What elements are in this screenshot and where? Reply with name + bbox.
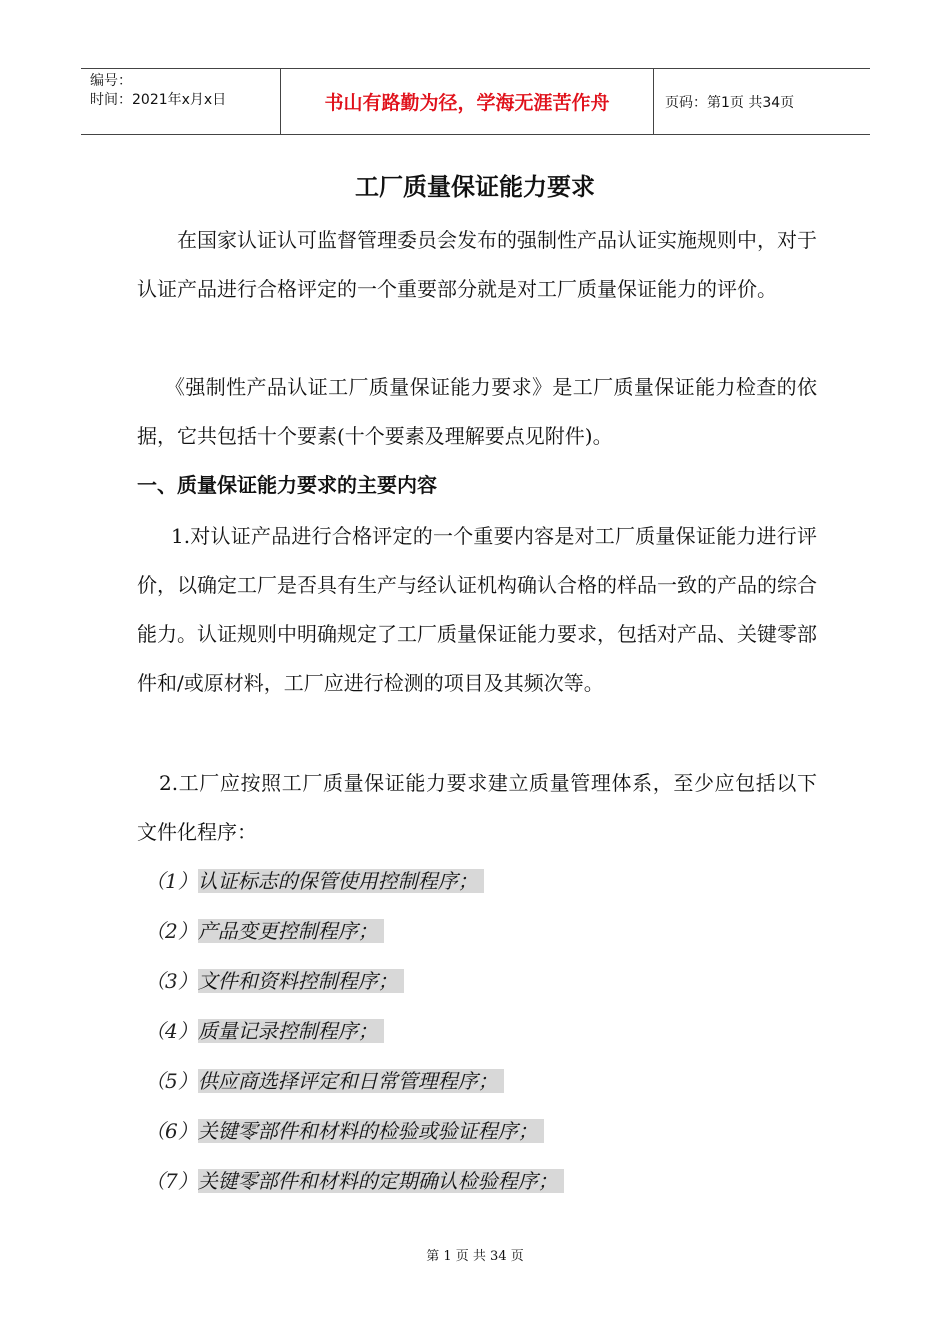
procedure-item (145, 966, 404, 996)
procedure-number: （4） (145, 1019, 198, 1043)
procedure-item (145, 1066, 504, 1096)
procedure-text: 产品变更控制程序； (198, 919, 384, 943)
procedure-item (145, 866, 484, 896)
procedure-text: 认证标志的保管使用控制程序； (198, 869, 484, 893)
point-2-paragraph: 2.工厂应按照工厂质量保证能力要求建立质量管理体系，至少应包括以下文件化程序： (137, 771, 817, 844)
procedure-text: 关键零部件和材料的定期确认检验程序； (198, 1169, 564, 1193)
page-footer: 第 1 页 共 34 页 (426, 1249, 524, 1264)
header-slogan: 书山有路勤为径，学海无涯苦作舟 (281, 69, 654, 134)
procedure-number: （6） (145, 1119, 198, 1143)
procedure-item (145, 1166, 564, 1196)
header-meta (81, 69, 281, 134)
procedure-text: 供应商选择评定和日常管理程序； (198, 1069, 504, 1093)
procedure-number: （1） (145, 869, 198, 893)
header-page-info: 页码：第1页 共34页 (665, 94, 795, 111)
procedure-text: 文件和资料控制程序； (198, 969, 404, 993)
intro-paragraph: 在国家认证认可监督管理委员会发布的强制性产品认证实施规则中，对于认证产品进行合格评定的一个重要部分就是对工厂质量保证能力的评价。 (137, 228, 817, 301)
procedure-text: 关键零部件和材料的检验或验证程序； (198, 1119, 544, 1143)
number-label: 编号： (90, 73, 132, 89)
procedure-item (145, 916, 384, 946)
procedure-item (145, 1016, 384, 1046)
procedure-number: （7） (145, 1169, 198, 1193)
basis-paragraph: 《强制性产品认证工厂质量保证能力要求》是工厂质量保证能力检查的依据，它共包括十个要素(十个要素及理解要点见附件)。 (137, 375, 817, 448)
page-header (81, 68, 870, 135)
procedure-item (145, 1116, 544, 1146)
procedure-text: 质量记录控制程序； (198, 1019, 384, 1043)
time-label: 时间：2021年x月x日 (90, 92, 227, 108)
procedure-number: （5） (145, 1069, 198, 1093)
document-title: 工厂质量保证能力要求 (355, 173, 595, 201)
point-1-paragraph: 1.对认证产品进行合格评定的一个重要内容是对工厂质量保证能力进行评价，以确定工厂是否具有生产与经认证机构确认合格的样品一致的产品的综合能力。认证规则中明确规定了工厂质量保证能力要求，包括对产品、关键零部件和/或原材料，工厂应进行检测的项目及其频次等。 (137, 524, 817, 695)
procedure-number: （2） (145, 919, 198, 943)
section-heading: 一、质量保证能力要求的主要内容 (137, 473, 437, 497)
procedure-number: （3） (145, 969, 198, 993)
